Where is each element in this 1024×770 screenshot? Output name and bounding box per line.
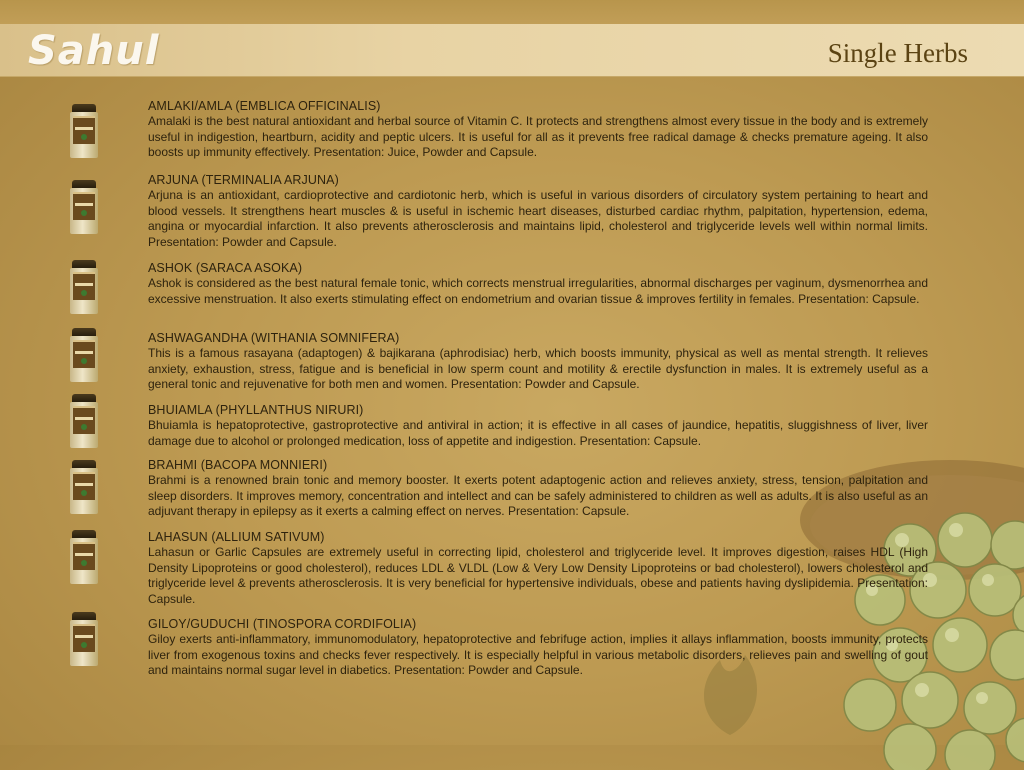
herb-name: LAHASUN (ALLIUM SATIVUM) [148, 530, 325, 544]
brand-logo: Sahul [28, 28, 160, 74]
herb-description: Bhuiamla is hepatoprotective, gastroprotective and antiviral in action; it is effective in all cases of jaundice, hepatitis, sluggishness of liver, liver damage due to alcohol or prolonged medication, loss of appetite and indigestion. Presentation: Capsule. [148, 418, 928, 448]
ashwagandha-bottle-icon [70, 328, 98, 384]
herb-entry-ashwagandha [148, 331, 928, 393]
lahasun-bottle-icon [70, 530, 98, 586]
herb-description: Lahasun or Garlic Capsules are extremely useful in correcting lipid, cholesterol and triglyceride level. It improves digestion, raises HDL (High Density Lipoproteins or good cholesterol), reduces LDL & VLDL (Low & Very Low Density Lipoproteins or bad cholesterol), lowers cholesterol and triglyceride level & prevents atherosclerosis. It is very beneficial for hypertensive individuals, obese and patients having dyslipidemia. Presentation: Capsule. [148, 545, 928, 606]
arjuna-bottle-icon [70, 180, 98, 236]
herb-description: Giloy exerts anti-inflammatory, immunomodulatory, hepatoprotective and febrifuge action, implies it allays inflammation, boosts immunity, protects liver from exogenous toxins and checks fever respectively. It is especially helpful in various metabolic disorders, relieves pain and swelling of gout and maintains normal sugar level in diabetics. Presentation: Powder and Capsule. [148, 632, 928, 677]
section-title: Single Herbs [827, 38, 968, 68]
herb-description: This is a famous rasayana (adaptogen) & bajikarana (aphrodisiac) herb, which boosts immunity, physical as well as mental strength. It relieves anxiety, exhaustion, stress, fatigue and is beneficial in low sperm count and motility & erectile dysfunction in males. It is extremely useful as a general tonic and rejuvenative for both men and women. Presentation: Powder and Capsule. [148, 346, 928, 391]
ashok-bottle-icon [70, 260, 98, 316]
amla-bottle-icon [70, 104, 98, 160]
herb-name: ARJUNA (TERMINALIA ARJUNA) [148, 173, 339, 187]
herb-name: ASHWAGANDHA (WITHANIA SOMNIFERA) [148, 331, 400, 345]
giloy-bottle-icon [70, 612, 98, 668]
herb-entry-giloy [148, 617, 928, 679]
herb-description: Arjuna is an antioxidant, cardioprotective and cardiotonic herb, which is useful in various disorders of circulatory system pertaining to heart and blood vessels. It strengthens heart muscles & is useful in ischemic heart diseases, disturbed cardiac rhythm, palpitation, hypertension, edema, angina or myocardial infarction. It also prevents atherosclerosis and maintains lipid, cholesterol and triglyceride levels well within normal limits. Presentation: Powder and Capsule. [148, 188, 928, 249]
herb-description: Amalaki is the best natural antioxidant and herbal source of Vitamin C. It protects and strengthens almost every tissue in the body and is extremely useful in indigestion, heartburn, acidity and peptic ulcers. It is useful for all as it prevents free radical damage & checks premature ageing. It also boosts up immunity effectively. Presentation: Juice, Powder and Capsule. [148, 114, 928, 159]
herb-entry-bhuiamla [148, 403, 928, 449]
herb-entry-arjuna [148, 173, 928, 250]
herb-name: BRAHMI (BACOPA MONNIERI) [148, 458, 328, 472]
herb-name: ASHOK (SARACA ASOKA) [148, 261, 303, 275]
herb-entry-lahasun [148, 530, 928, 607]
herb-entry-brahmi [148, 458, 928, 520]
herb-name: AMLAKI/AMLA (EMBLICA OFFICINALIS) [148, 99, 381, 113]
herb-entry-ashok [148, 261, 928, 307]
brahmi-bottle-icon [70, 460, 98, 516]
bhuiamla-bottle-icon [70, 394, 98, 450]
herb-name: BHUIAMLA (PHYLLANTHUS NIRURI) [148, 403, 364, 417]
herb-description: Ashok is considered as the best natural female tonic, which corrects menstrual irregularities, abnormal discharges per vaginum, dysmenorrhea and excessive menstruation. It also exerts stimulating effect on endometrium and ovarian tissue & improves fertility in females. Presentation: Capsule. [148, 276, 928, 306]
herb-entry-amla [148, 99, 928, 161]
herb-name: GILOY/GUDUCHI (TINOSPORA CORDIFOLIA) [148, 617, 417, 631]
herb-description: Brahmi is a renowned brain tonic and memory booster. It exerts potent adaptogenic action and relieves anxiety, stress, tension, palpitation and sleep disorders. It improves memory, concentration and intellect and can be safely administered to children as well as adults. It is also useful as an adjuvant therapy in epilepsy as it exerts a calming effect on nerves. Presentation: Capsule. [148, 473, 928, 518]
header-band [0, 24, 1024, 77]
top-bar [0, 0, 1024, 24]
